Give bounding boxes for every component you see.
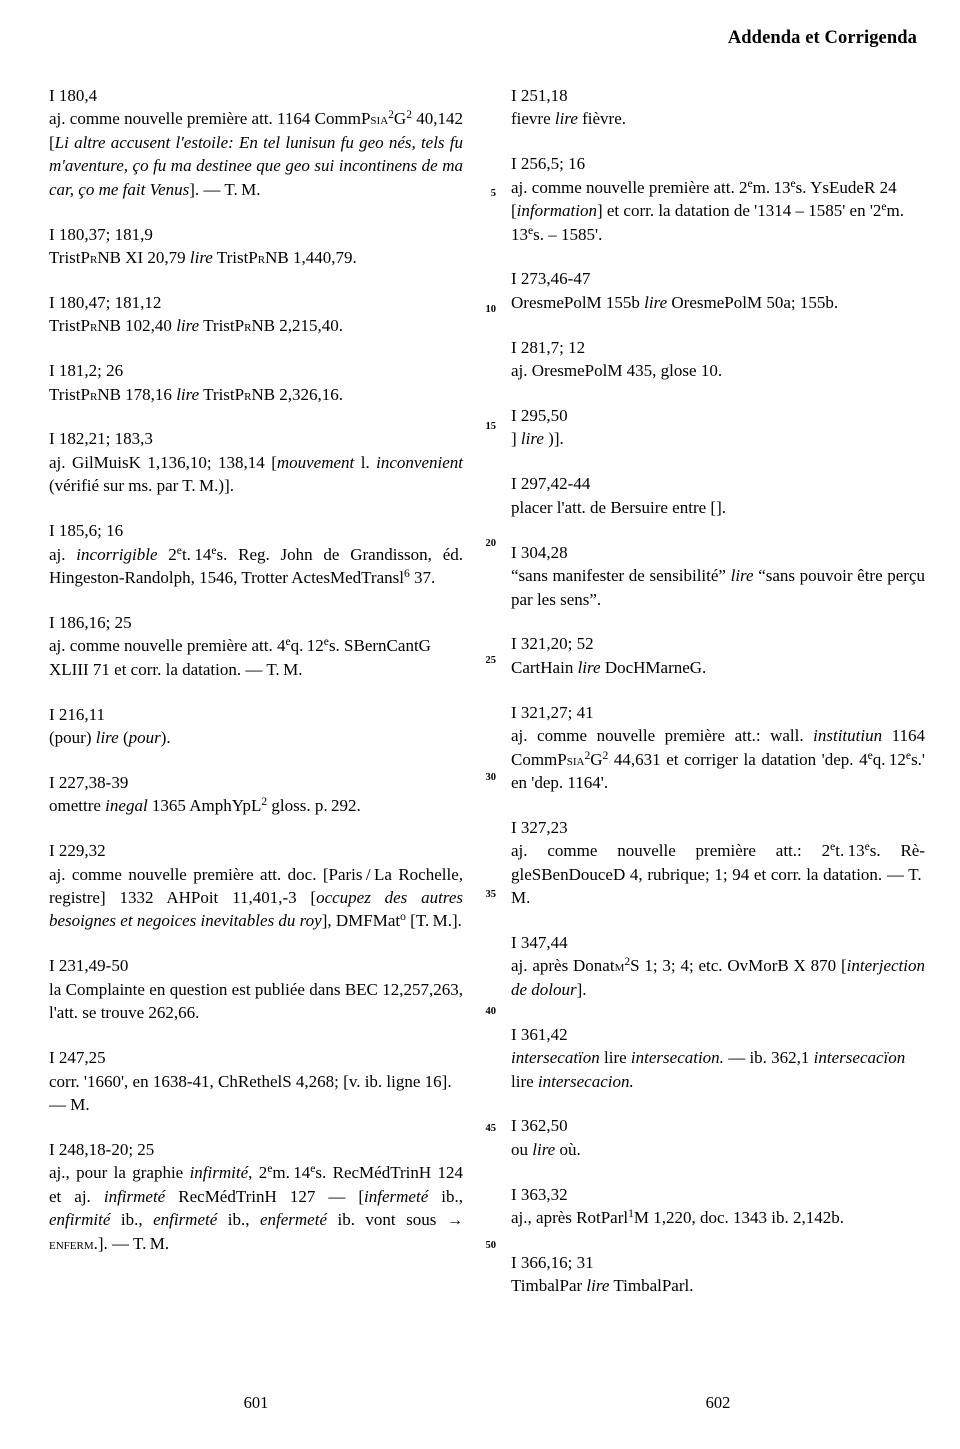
entry-reference: I 231,49-50 xyxy=(49,956,129,976)
entry-reference: I 295,50 xyxy=(511,406,568,426)
entry-reference: I 185,6; 16 xyxy=(49,521,124,541)
line-number: 30 xyxy=(485,772,496,783)
entry xyxy=(511,1183,925,1230)
entry xyxy=(49,1046,463,1116)
entry-reference: I 227,38-39 xyxy=(49,772,129,792)
entry-body: OresmePolM 155b lire OresmePolM 50a; 155b. xyxy=(511,292,839,312)
entry-reference: I 362,50 xyxy=(511,1116,568,1136)
entry-reference: I 256,5; 16 xyxy=(511,154,586,174)
entry-reference: I 304,28 xyxy=(511,542,568,562)
entry-body: TristPrNB 178,16 lire TristPrNB 2,326,16. xyxy=(49,384,344,404)
line-number: 10 xyxy=(485,304,496,315)
entry xyxy=(511,632,925,679)
entry-reference: I 248,18-20; 25 xyxy=(49,1139,155,1159)
entry-reference: I 321,20; 52 xyxy=(511,634,594,654)
entry xyxy=(49,1138,463,1256)
entry-reference: I 273,46-47 xyxy=(511,269,591,289)
entry-reference: I 363,32 xyxy=(511,1184,568,1204)
entry-body: aj. comme nouvelle première att.: 2et. 13es. RègleSBenDouceD 4, rubrique; 1; 94 et corr. la datation. — T. M. xyxy=(511,840,925,908)
entry-body: omettre inegal 1365 AmphYpL$^2$ gloss. p. 292. xyxy=(49,795,361,816)
entry-body: aj., pour la graphie infirmité, 2em. 14es. RecMédTrinH 124 et aj. infirmeté RecMédTrinH 127 — [infermeté ib., enfirmité ib., enfirmeté ib., enfermeté ib. vont sous → enferm.]. — T. M. xyxy=(49,1162,464,1254)
entry xyxy=(511,1023,925,1093)
entry-body: aj. comme nouvelle première att. 4eq. 12es. SBernCantG XLIII 71 et corr. la datation. — T. M. xyxy=(49,635,431,679)
entry xyxy=(49,839,463,933)
entry-body: aj. après Donatm$^2$S 1; 3; 4; etc. OvMorB X 870 [interjection de dolour]. xyxy=(511,955,925,999)
line-number: 15 xyxy=(485,421,496,432)
entry xyxy=(511,1114,925,1161)
entry-reference: I 321,27; 41 xyxy=(511,702,594,722)
entry-body: aj., après RotParl$^1$M 1,220, doc. 1343 ib. 2,142b. xyxy=(511,1207,845,1228)
entry-reference: I 281,7; 12 xyxy=(511,337,586,357)
column-right xyxy=(511,84,925,1298)
entry xyxy=(49,703,463,750)
entry-reference: I 182,21; 183,3 xyxy=(49,429,153,449)
entry-body: TimbalPar lire TimbalParl. xyxy=(511,1276,694,1296)
entry xyxy=(511,1251,925,1298)
entry-body: ou lire où. xyxy=(511,1139,581,1159)
entry xyxy=(511,404,925,451)
entry xyxy=(49,359,463,406)
entry-reference: I 181,2; 26 xyxy=(49,361,124,381)
entry xyxy=(511,84,925,131)
entry-reference: I 347,44 xyxy=(511,932,568,952)
column-left xyxy=(49,84,463,1256)
entry xyxy=(511,701,925,795)
folio-number-right: 602 xyxy=(705,1393,731,1412)
line-number: 40 xyxy=(485,1006,496,1017)
entry-body: placer l'att. de Bersuire entre []. xyxy=(511,497,726,517)
entry-body: la Complainte en question est publiée dans BEC 12,257,263, l'att. se trouve 262,66. xyxy=(49,979,463,1023)
entry-body: corr. '1660', en 1638-41, ChRethelS 4,268; [v. ib. ligne 16]. — M. xyxy=(49,1071,452,1114)
entry-reference: I 180,4 xyxy=(49,86,98,105)
entry xyxy=(49,519,463,589)
entry-body: aj. incorrigible 2et. 14es. Reg. John de Grandisson, éd. Hingeston-Randolph, 1546, Trotter ActesMedTransl$^6$ 37. xyxy=(49,543,463,587)
entry xyxy=(49,291,463,338)
line-number: 35 xyxy=(485,889,496,900)
entry xyxy=(511,267,925,314)
entry-body: aj. comme nouvelle première att. doc. [Paris / La Rochelle, registre] 1332 AHPoit 11,401,-3 [occupez des autres besoignes et negoices inevitables du roy], DMFMat$^o$ [T. M.]. xyxy=(49,864,463,931)
entry xyxy=(49,954,463,1024)
entry-reference: I 216,11 xyxy=(49,704,106,724)
entry-reference: I 247,25 xyxy=(49,1048,106,1068)
entry xyxy=(49,771,463,818)
line-number: 45 xyxy=(485,1123,496,1134)
entry-body: TristPrNB 102,40 lire TristPrNB 2,215,40. xyxy=(49,316,344,336)
entry-reference: I 180,37; 181,9 xyxy=(49,224,153,244)
entry xyxy=(511,816,925,910)
running-head: Addenda et Corrigenda xyxy=(727,28,917,48)
folio-number-left: 601 xyxy=(243,1393,269,1412)
entry-body: aj. comme nouvelle première att.: wall. institutiun 1164 $CommPsia^2G^2$ 44,631 et corriger la datation 'dep. 4eq. 12es.' en 'dep. 1164'. xyxy=(511,726,926,792)
entry xyxy=(49,427,463,497)
entry-body: intersecatïon lire intersecation. — ib. 362,1 intersecacïon lire intersecacion. xyxy=(511,1048,906,1091)
entry-reference: I 180,47; 181,12 xyxy=(49,292,162,312)
entry-body: aj. GilMuisK 1,136,10; 138,14 [mouvement l. inconvenient (vérifié sur ms. par T. M.)]. xyxy=(49,452,463,496)
entry-reference: I 186,16; 25 xyxy=(49,612,132,632)
entry-body: (pour) lire (pour). xyxy=(49,728,171,748)
entry-body: “sans manifester de sensibilité” lire “sans pouvoir être perçu par les sens”. xyxy=(511,566,925,609)
entry-reference: I 251,18 xyxy=(511,86,568,105)
entry xyxy=(511,541,925,611)
entry xyxy=(511,336,925,383)
entry xyxy=(511,931,925,1001)
arrow-icon: → xyxy=(446,1212,463,1230)
line-number: 5 xyxy=(490,188,496,199)
entry-body: aj. comme nouvelle première att. 1164 $CommPsia^2G^2$ 40,142 [Li altre accusent l'estoile: En tel lunisun fu geo nés, tels fu m'aventure, ço fu ma destinee que geo sui incontinens de ma car, ço me fait Venus]. — T. M. xyxy=(49,108,463,199)
entry xyxy=(49,611,463,681)
entry-reference: I 297,42-44 xyxy=(511,474,591,494)
entry-body: ] lire )]. xyxy=(511,429,564,449)
line-number: 50 xyxy=(485,1240,496,1251)
entry xyxy=(511,472,925,519)
entry xyxy=(49,84,463,201)
line-number: 20 xyxy=(485,538,496,549)
entry-body: aj. comme nouvelle première att. 2em. 13es. YsEudeR 24 [information] et corr. la datation de '1314 – 1585' en '2em. 13es. – 1585'. xyxy=(511,176,908,244)
entry-body: aj. OresmePolM 435, glose 10. xyxy=(511,361,723,381)
entry-reference: I 229,32 xyxy=(49,841,106,861)
entry xyxy=(49,223,463,270)
entry-body: fievre lire fièvre. xyxy=(511,109,627,129)
entry-body: CartHain lire DocHMarneG. xyxy=(511,657,707,677)
entry-body: TristPrNB XI 20,79 lire TristPrNB 1,440,79. xyxy=(49,247,357,267)
entry xyxy=(511,152,925,246)
line-number: 25 xyxy=(485,655,496,666)
entry-reference: I 361,42 xyxy=(511,1024,568,1044)
entry-reference: I 327,23 xyxy=(511,817,568,837)
entry-reference: I 366,16; 31 xyxy=(511,1253,594,1273)
